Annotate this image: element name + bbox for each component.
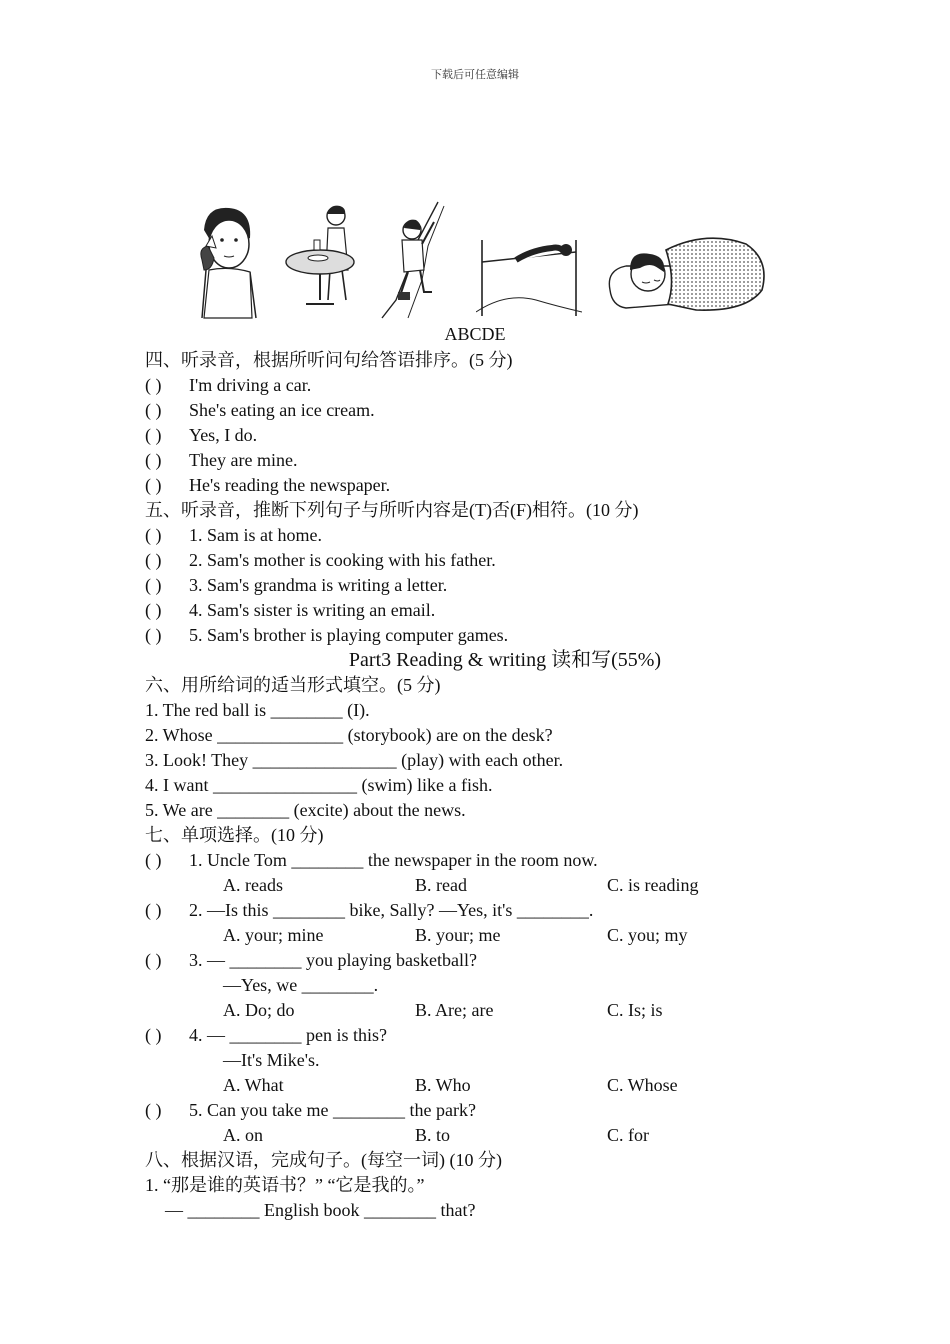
option-c[interactable]: C. is reading	[607, 875, 699, 895]
answer-paren[interactable]: ( )	[145, 625, 162, 645]
section4-title: 四、听录音，根据所听问句给答语排序。(5 分)	[145, 350, 513, 370]
header-note: 下载后可任意编辑	[431, 69, 519, 81]
item-text: He's reading the newspaper.	[189, 475, 391, 495]
section5-item	[145, 598, 845, 623]
option-a[interactable]: A. on	[223, 1125, 263, 1145]
question-stem	[145, 1023, 845, 1048]
worksheet-content	[145, 348, 845, 1223]
section4-item	[145, 473, 845, 498]
answer-paren[interactable]: ( )	[145, 950, 162, 970]
picture-row	[180, 200, 780, 325]
picture-b-boy-at-table	[284, 200, 360, 320]
section5-item	[145, 573, 845, 598]
stem-text: 2. —Is this ________ bike, Sally? —Yes, it's ________.	[189, 900, 594, 920]
option-b[interactable]: B. your; me	[415, 925, 501, 945]
item-text: 3. Sam's grandma is writing a letter.	[189, 575, 448, 595]
option-row	[145, 1123, 845, 1148]
section6-item[interactable]: 5. We are ________ (excite) about the news.	[145, 800, 466, 820]
picture-d-high-jump	[476, 200, 582, 320]
section4-item	[145, 448, 845, 473]
answer-paren[interactable]: ( )	[145, 900, 162, 920]
option-b[interactable]: B. read	[415, 875, 467, 895]
section8-question: 1. “那是谁的英语书？” “它是我的。”	[145, 1175, 425, 1195]
option-b[interactable]: B. to	[415, 1125, 451, 1145]
section6-item[interactable]: 4. I want ________________ (swim) like a fish.	[145, 775, 493, 795]
option-b[interactable]: B. Who	[415, 1075, 471, 1095]
option-row	[145, 998, 845, 1023]
answer-paren[interactable]: ( )	[145, 575, 162, 595]
picture-c-boy-climbing	[378, 200, 454, 320]
stem-text: 1. Uncle Tom ________ the newspaper in the room now.	[189, 850, 598, 870]
section4-item	[145, 373, 845, 398]
section5-item	[145, 523, 845, 548]
answer-paren[interactable]: ( )	[145, 475, 162, 495]
answer-paren[interactable]: ( )	[145, 1100, 162, 1120]
item-text: Yes, I do.	[189, 425, 258, 445]
part3-title: Part3 Reading & writing 读和写(55%)	[348, 649, 662, 671]
item-text: They are mine.	[189, 450, 298, 470]
option-row	[145, 923, 845, 948]
answer-paren[interactable]: ( )	[145, 600, 162, 620]
section6-item[interactable]: 1. The red ball is ________ (I).	[145, 700, 370, 720]
section5-item	[145, 548, 845, 573]
section5-title: 五、听录音，推断下列句子与所听内容是(T)否(F)相符。(10 分)	[145, 500, 639, 520]
stem-text: 3. — ________ you playing basketball?	[189, 950, 477, 970]
item-text: 1. Sam is at home.	[189, 525, 322, 545]
question-reply: —It's Mike's.	[223, 1050, 320, 1070]
picture-e-boy-sleeping	[606, 200, 770, 320]
answer-paren[interactable]: ( )	[145, 425, 162, 445]
item-text: 2. Sam's mother is cooking with his father.	[189, 550, 496, 570]
option-a[interactable]: A. Do; do	[223, 1000, 295, 1020]
section8-title: 八、根据汉语，完成句子。(每空一词) (10 分)	[145, 1150, 502, 1170]
question-stem	[145, 848, 845, 873]
picture-labels: ABCDE	[444, 324, 506, 344]
question-reply: —Yes, we ________.	[223, 975, 379, 995]
answer-paren[interactable]: ( )	[145, 375, 162, 395]
option-a[interactable]: A. What	[223, 1075, 284, 1095]
answer-paren[interactable]: ( )	[145, 400, 162, 420]
section8-answer-line[interactable]: — ________ English book ________ that?	[165, 1200, 476, 1220]
stem-text: 4. — ________ pen is this?	[189, 1025, 387, 1045]
section7-title: 七、单项选择。(10 分)	[145, 825, 324, 845]
section6-title: 六、用所给词的适当形式填空。(5 分)	[145, 675, 441, 695]
option-c[interactable]: C. for	[607, 1125, 649, 1145]
option-c[interactable]: C. Whose	[607, 1075, 678, 1095]
picture-a-boy-eating	[184, 200, 264, 320]
item-text: She's eating an ice cream.	[189, 400, 375, 420]
item-text: I'm driving a car.	[189, 375, 312, 395]
option-c[interactable]: C. you; my	[607, 925, 688, 945]
answer-paren[interactable]: ( )	[145, 850, 162, 870]
item-text: 5. Sam's brother is playing computer games.	[189, 625, 509, 645]
option-a[interactable]: A. reads	[223, 875, 283, 895]
answer-paren[interactable]: ( )	[145, 525, 162, 545]
question-stem	[145, 898, 845, 923]
answer-paren[interactable]: ( )	[145, 450, 162, 470]
option-a[interactable]: A. your; mine	[223, 925, 324, 945]
section4-item	[145, 423, 845, 448]
item-text: 4. Sam's sister is writing an email.	[189, 600, 436, 620]
question-stem	[145, 948, 845, 973]
option-row	[145, 873, 845, 898]
question-stem	[145, 1098, 845, 1123]
section4-item	[145, 398, 845, 423]
stem-text: 5. Can you take me ________ the park?	[189, 1100, 476, 1120]
answer-paren[interactable]: ( )	[145, 550, 162, 570]
section5-item	[145, 623, 845, 648]
option-c[interactable]: C. Is; is	[607, 1000, 663, 1020]
option-row	[145, 1073, 845, 1098]
section6-item[interactable]: 3. Look! They ________________ (play) with each other.	[145, 750, 564, 770]
answer-paren[interactable]: ( )	[145, 1025, 162, 1045]
section6-item[interactable]: 2. Whose ______________ (storybook) are on the desk?	[145, 725, 553, 745]
option-b[interactable]: B. Are; are	[415, 1000, 494, 1020]
